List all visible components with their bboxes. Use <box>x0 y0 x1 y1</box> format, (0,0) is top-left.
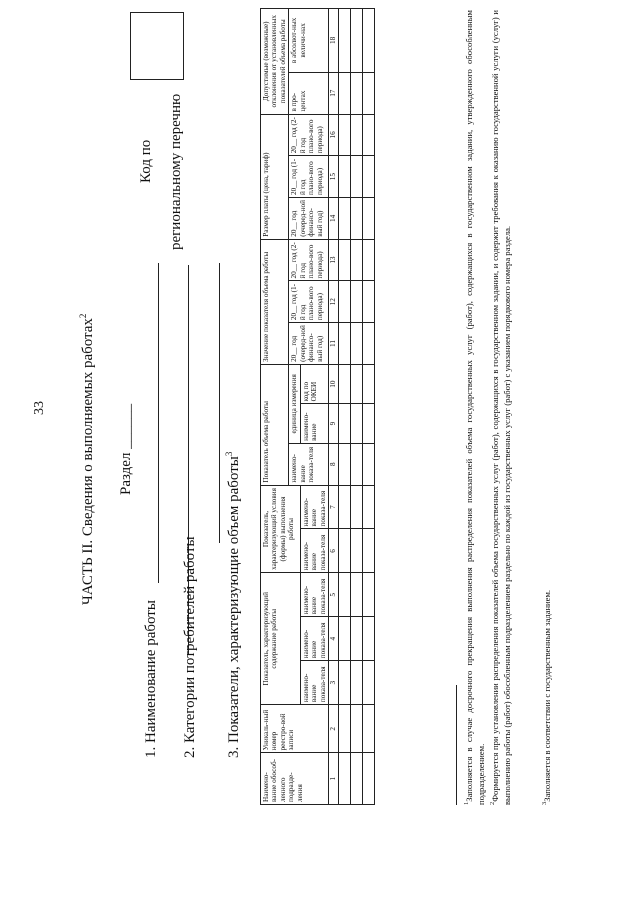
table-cell[interactable] <box>350 72 362 114</box>
table-cell[interactable] <box>338 485 350 529</box>
table-cell[interactable] <box>362 114 374 156</box>
column-number: 4 <box>329 617 338 661</box>
column-number: 11 <box>329 323 338 365</box>
table-row <box>362 9 374 805</box>
footnote-3-text: Заполняется в соответствии с государственным заданием. <box>541 589 552 802</box>
indicators-label <box>224 452 243 758</box>
sub-fee-year-2: 20__ год (1-й год плано-вого периода) <box>289 156 329 198</box>
header-fee: Размер платы (цена, тариф) <box>261 114 289 239</box>
table-cell[interactable] <box>350 529 362 573</box>
column-number: 7 <box>329 485 338 529</box>
table-cell[interactable] <box>350 573 362 617</box>
table-header-row-1 <box>261 9 289 805</box>
table-cell[interactable] <box>338 281 350 323</box>
table-cell[interactable] <box>362 617 374 661</box>
table-cell[interactable] <box>338 364 350 404</box>
column-number: 18 <box>329 9 338 73</box>
column-number: 17 <box>329 72 338 114</box>
indicators-label-text: 3. Показатели, характеризующие объем работы <box>226 456 242 758</box>
table-cell[interactable] <box>362 705 374 753</box>
table-cell[interactable] <box>338 529 350 573</box>
sub-indicator-name-8: наимено-вание показа-теля <box>289 443 329 485</box>
table-cell[interactable] <box>350 404 362 444</box>
column-number: 1 <box>329 753 338 805</box>
footnote-2 <box>489 10 514 805</box>
consumers-label: 2. Категории потребителей работы <box>182 536 198 758</box>
column-number: 14 <box>329 198 338 240</box>
table-cell[interactable] <box>350 9 362 73</box>
code-box[interactable] <box>130 12 184 80</box>
part-title <box>78 314 97 605</box>
sub-value-year-1: 20__ год (очеред-ной финансо-вый год) <box>289 323 329 365</box>
part-title-text: ЧАСТЬ II. Сведения о выполняемых работах <box>80 318 96 605</box>
table-cell[interactable] <box>362 364 374 404</box>
section-label: Раздел ______ <box>118 403 134 495</box>
consumers-field[interactable] <box>219 263 220 543</box>
footnote-1-mark: 1 <box>463 801 470 805</box>
table-cell[interactable] <box>362 753 374 805</box>
table-row <box>338 9 350 805</box>
regional-list-label: региональному перечню <box>168 93 184 250</box>
table-cell[interactable] <box>338 573 350 617</box>
table-cell[interactable] <box>362 72 374 114</box>
table-cell[interactable] <box>362 661 374 705</box>
table-cell[interactable] <box>350 198 362 240</box>
footnote-3-mark: 3 <box>541 801 548 805</box>
table-cell[interactable] <box>350 443 362 485</box>
sub-indicator-name-3: наимено-вание показа-теля <box>300 661 328 705</box>
table-cell[interactable] <box>362 443 374 485</box>
column-number: 13 <box>329 239 338 281</box>
work-name-label: 1. Наименование работы <box>143 600 159 758</box>
table-cell[interactable] <box>338 156 350 198</box>
part-title-footnote-mark: 2 <box>78 313 88 319</box>
work-name-field[interactable] <box>158 263 159 583</box>
header-volume-indicator: Показатель объема работы <box>261 364 289 485</box>
table-cell[interactable] <box>362 281 374 323</box>
table-cell[interactable] <box>350 114 362 156</box>
sub-deviation-percent: в про-центах <box>289 72 329 114</box>
table-cell[interactable] <box>362 485 374 529</box>
table-cell[interactable] <box>350 364 362 404</box>
column-number: 2 <box>329 705 338 753</box>
header-registry-number: Уникаль-ный номер реестро-вой записи <box>261 705 329 753</box>
table-cell[interactable] <box>350 323 362 365</box>
footnote-3 <box>541 10 554 805</box>
table-row <box>350 9 362 805</box>
table-cell[interactable] <box>338 323 350 365</box>
column-number: 12 <box>329 281 338 323</box>
table-cell[interactable] <box>338 617 350 661</box>
header-work-content: Показатель, характеризующий содержание работы <box>261 573 301 705</box>
column-number-row <box>329 9 338 805</box>
column-number: 5 <box>329 573 338 617</box>
column-number: 10 <box>329 364 338 404</box>
footnote-2-mark: 2 <box>489 801 496 805</box>
sub-value-year-3: 20__ год (2-й год плано-вого периода) <box>289 239 329 281</box>
indicators-footnote-mark: 3 <box>224 451 234 457</box>
header-work-conditions: Показатель, характеризующий условия (формы) выполнения работы <box>261 485 301 573</box>
sub-okei-code: код по ОКЕИ <box>300 364 328 404</box>
table-cell[interactable] <box>362 573 374 617</box>
footnote-2-text: Формируется при установлении распределения показателей объема государственных услуг (работ), содержащихся в государственном задании, и содержит требования к оказанию государственной услуги (услуг) и выполнению работы (работ) обособленным подразделением раздельно по каждой из государственных услуг (работ) с указанием порядкового номера раздела. <box>489 10 512 805</box>
column-number: 9 <box>329 404 338 444</box>
table-cell[interactable] <box>350 705 362 753</box>
column-number: 6 <box>329 529 338 573</box>
table-cell[interactable] <box>338 9 350 73</box>
table-cell[interactable] <box>362 323 374 365</box>
column-number: 15 <box>329 156 338 198</box>
sub-value-year-2: 20__ год (1-й год плано-вого периода) <box>289 281 329 323</box>
table-cell[interactable] <box>338 705 350 753</box>
table-cell[interactable] <box>350 239 362 281</box>
header-volume-value: Значение показателя объема работы <box>261 239 289 364</box>
table-cell[interactable] <box>362 404 374 444</box>
table-cell[interactable] <box>338 404 350 444</box>
column-number: 16 <box>329 114 338 156</box>
table-cell[interactable] <box>338 114 350 156</box>
table-cell[interactable] <box>362 529 374 573</box>
sub-indicator-name-6: наимено-вание показа-теля <box>300 529 328 573</box>
table-cell[interactable] <box>338 661 350 705</box>
table-cell[interactable] <box>362 239 374 281</box>
table-cell[interactable] <box>350 281 362 323</box>
table-cell[interactable] <box>362 198 374 240</box>
table-cell[interactable] <box>338 443 350 485</box>
table-cell[interactable] <box>338 753 350 805</box>
table-cell[interactable] <box>338 72 350 114</box>
sub-unit-of-measure: единица измерения <box>289 364 300 443</box>
code-label: Код по <box>138 139 154 183</box>
sub-unit-name: наимено-вание <box>300 404 328 444</box>
table-cell[interactable] <box>350 156 362 198</box>
table-cell[interactable] <box>350 753 362 805</box>
table-cell[interactable] <box>362 156 374 198</box>
header-allowed-deviation: Допустимые (возможные) отклонения от установленных показателей объема работы <box>261 9 289 115</box>
work-volume-table <box>260 8 375 805</box>
footnote-divider <box>456 685 457 805</box>
table-cell[interactable] <box>350 485 362 529</box>
footnote-1 <box>463 10 488 805</box>
header-subdivision: Наимено-вание обособ-ленного подразде-ления <box>261 753 329 805</box>
table-cell[interactable] <box>350 617 362 661</box>
sub-deviation-absolute: в абсолют-ных величи-нах <box>289 9 329 73</box>
page-number: 33 <box>32 401 47 415</box>
table-cell[interactable] <box>338 239 350 281</box>
sub-indicator-name-5: наимено-вание показа-теля <box>300 573 328 617</box>
sub-fee-year-3: 20__ год (2-й год плано-вого периода) <box>289 114 329 156</box>
footnote-1-text: Заполняется в случае досрочного прекращения выполнения распределения показателей объема государственных услуг (работ), содержащихся в государственном задании, утвержденного обособленным подразделением. <box>463 10 486 805</box>
column-number: 8 <box>329 443 338 485</box>
sub-fee-year-1: 20__ год (очеред-ной финансо-вый год) <box>289 198 329 240</box>
table-cell[interactable] <box>362 9 374 73</box>
column-number: 3 <box>329 661 338 705</box>
sub-indicator-name-7: наимено-вание показа-теля <box>300 485 328 529</box>
table-cell[interactable] <box>338 198 350 240</box>
sub-indicator-name-4: наимено-вание показа-теля <box>300 617 328 661</box>
table-cell[interactable] <box>350 661 362 705</box>
